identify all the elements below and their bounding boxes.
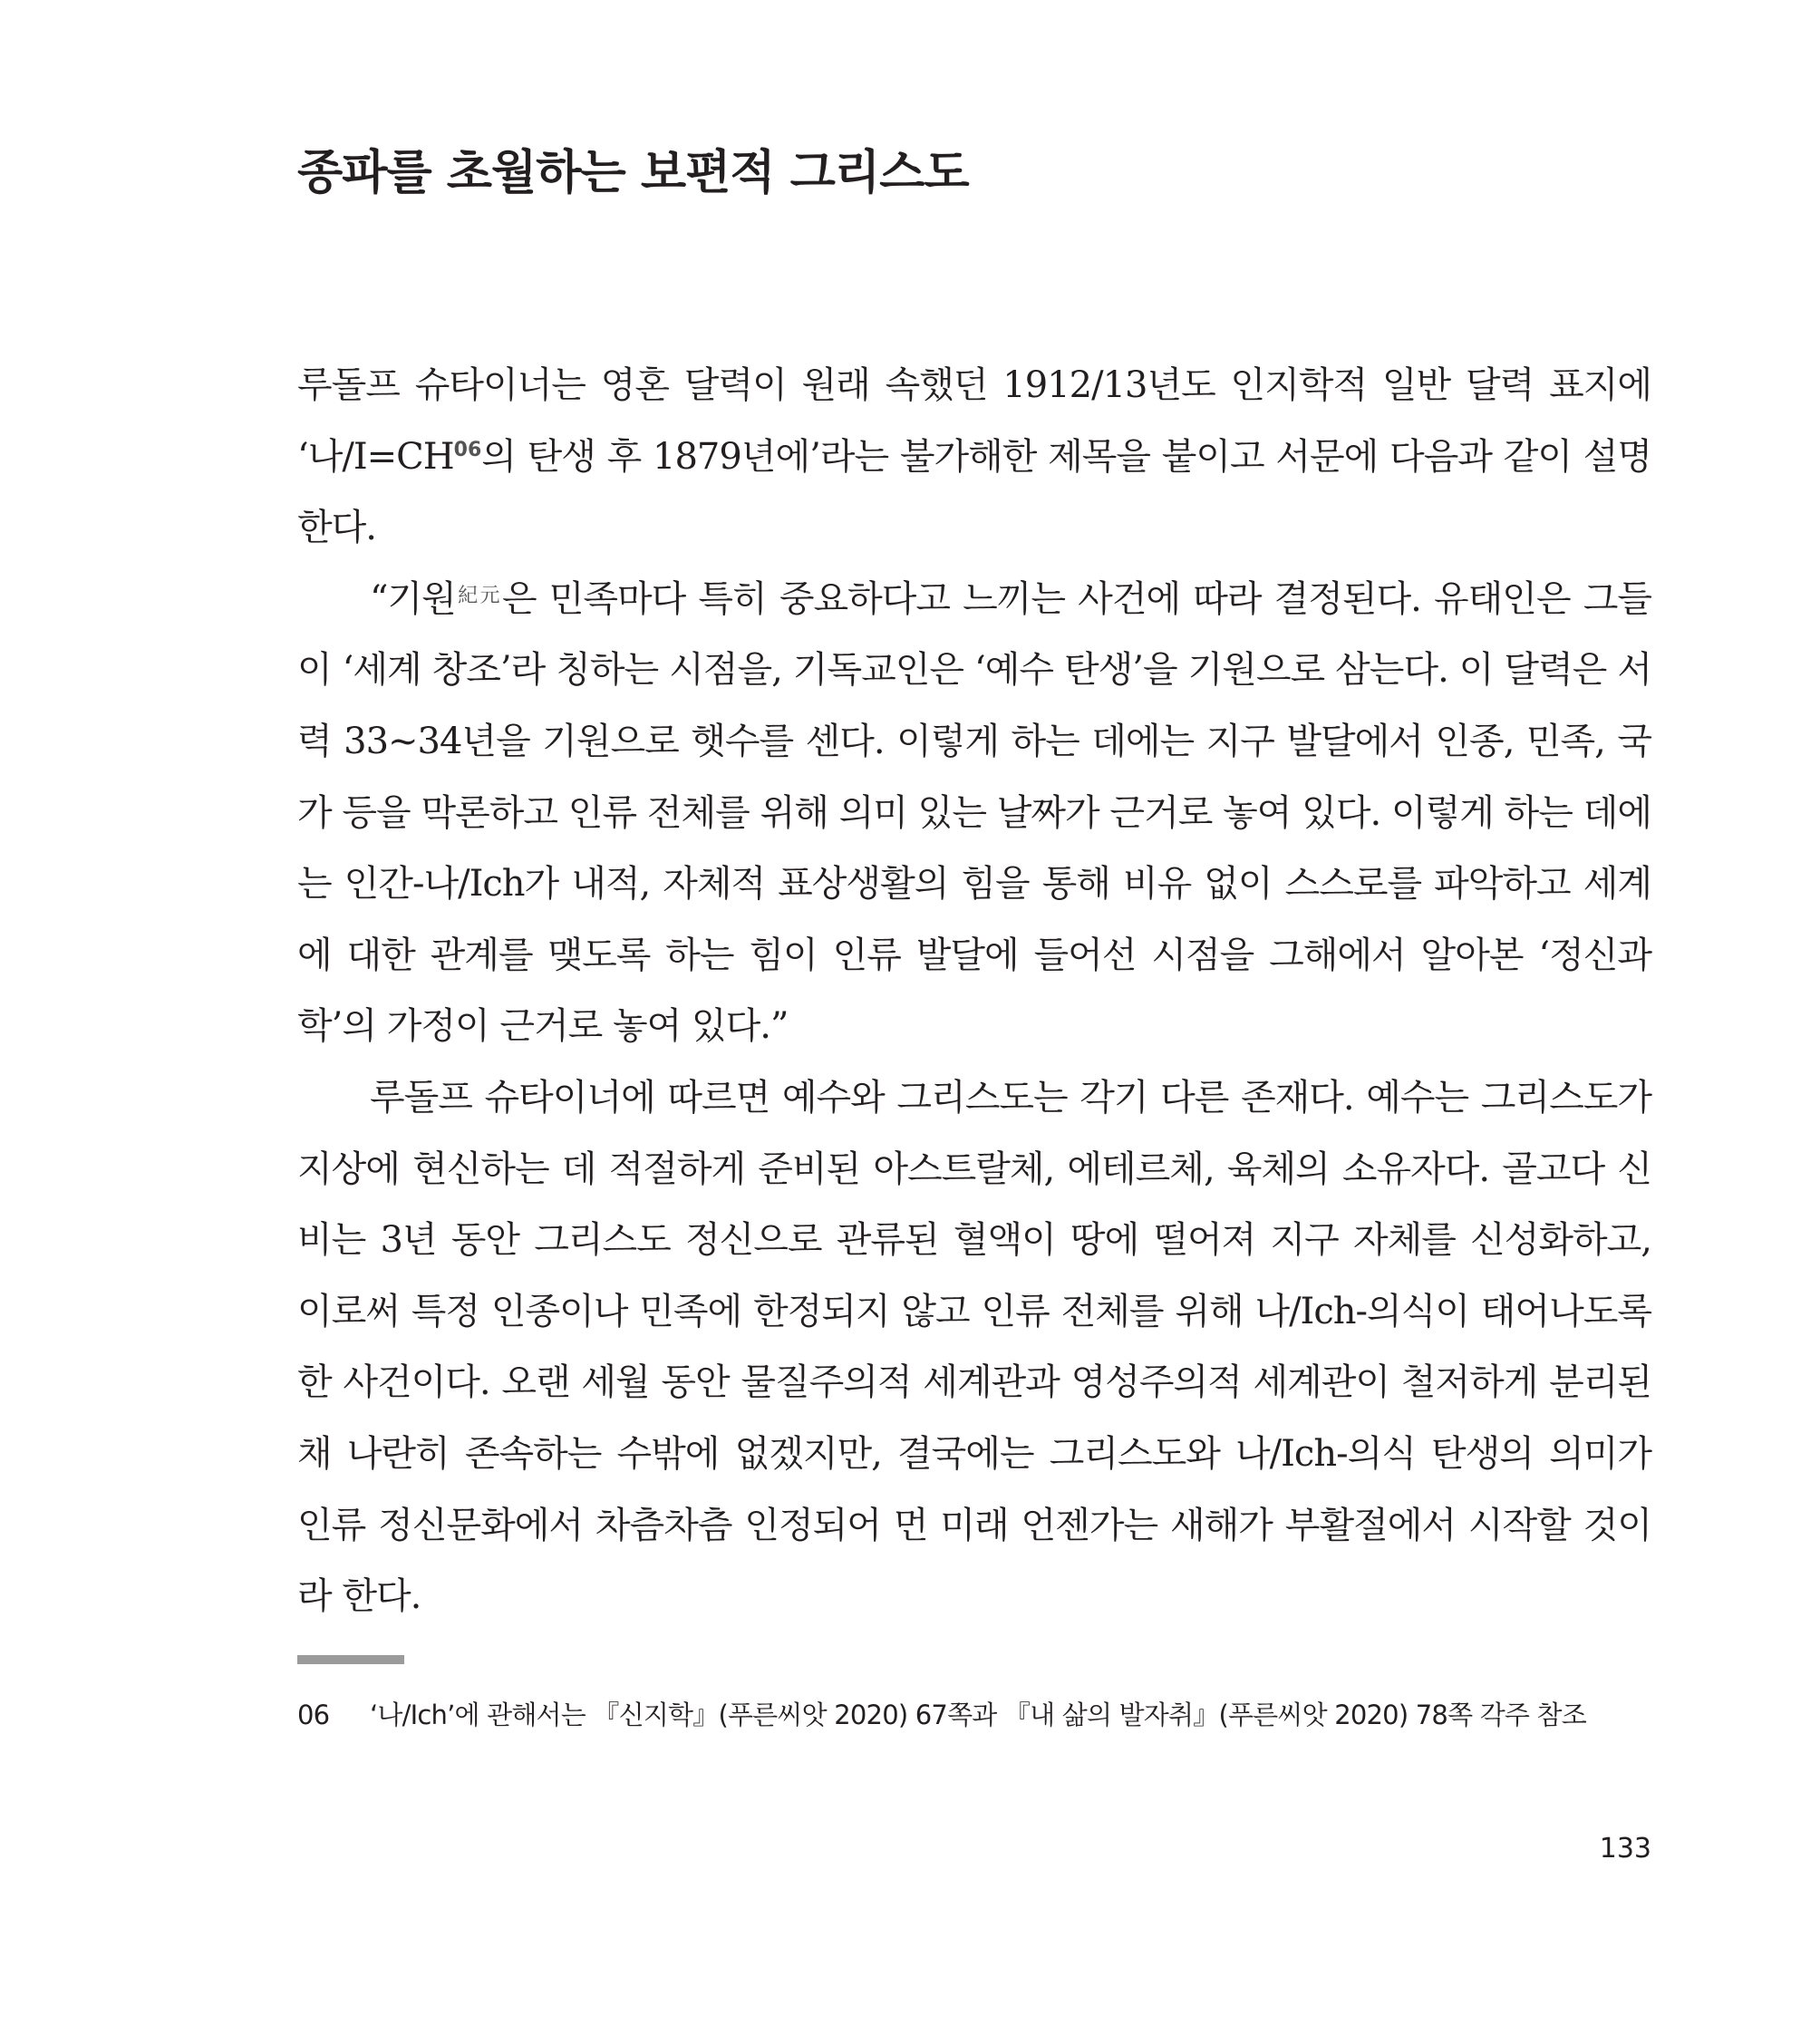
paragraph-2-text-end: 은 민족마다 특히 중요하다고 느끼는 사건에 따라 결정된다. 유태인은 그들이 ‘세계 창조’라 칭하는 시점을, 기독교인은 ‘예수 탄생’을 기원으로 삼는다. 이 달력은 서력 33~34년을 기원으로 햇수를 센다. 이렇게 하는 데에는 지구 발달에서 인종, 민족, 국가 등을 막론하고 인류 전체를 위해 의미 있는 날짜가 근거로 놓여 있다. 이렇게 하는 데에는 인간-나/Ich가 내적, 자체적 표상생활의 힘을 통해 비유 없이 스스로를 파악하고 세계에 대한 관계를 맺도록 하는 힘이 인류 발달에 들어선 시점을 그해에서 알아본 ‘정신과학’의 가정이 근거로 놓여 있다.” (297, 577, 1651, 1048)
page-number: 133 (1599, 1833, 1651, 1864)
footnote (297, 1697, 1651, 1733)
hanja-gloss: 紀元 (455, 584, 502, 607)
footnote-reference[interactable]: 06 (453, 438, 482, 461)
paragraph-1-text-start: 루돌프 슈타이너는 영혼 달력이 원래 속했던 1912/13년도 인지학적 일반 달력 표지에 ‘나/I=CH (297, 364, 1651, 478)
page-title: 종파를 초월하는 보편적 그리스도 (297, 145, 969, 200)
paragraph-1-text-end: 의 탄생 후 1879년에’라는 불가해한 제목을 붙이고 서문에 다음과 같이 설명한다. (297, 435, 1651, 549)
paragraph-2-text-start: “기원 (370, 577, 456, 620)
footnote-divider (297, 1655, 404, 1664)
body-text (297, 350, 1651, 1632)
paragraph-1 (297, 350, 1651, 564)
paragraph-3: 루돌프 슈타이너에 따르면 예수와 그리스도는 각기 다른 존재다. 예수는 그리스도가 지상에 현신하는 데 적절하게 준비된 아스트랄체, 에테르체, 육체의 소유자다. 골고다 신비는 3년 동안 그리스도 정신으로 관류된 혈액이 땅에 떨어져 지구 자체를 신성화하고, 이로써 특정 인종이나 민족에 한정되지 않고 인류 전체를 위해 나/Ich-의식이 태어나도록 한 사건이다. 오랜 세월 동안 물질주의적 세계관과 영성주의적 세계관이 철저하게 분리된 채 나란히 존속하는 수밖에 없겠지만, 결국에는 그리스도와 나/Ich-의식 탄생의 의미가 인류 정신문화에서 차츰차츰 인정되어 먼 미래 언젠가는 새해가 부활절에서 시작할 것이라 한다. (297, 1076, 1651, 1618)
footnote-number: 06 (297, 1700, 330, 1730)
paragraph-2-quote (297, 564, 1651, 1062)
footnote-text: ‘나/Ich’에 관해서는 『신지학』(푸른씨앗 2020) 67쪽과 『내 삶의 발자취』(푸른씨앗 2020) 78쪽 각주 참조 (370, 1700, 1586, 1730)
